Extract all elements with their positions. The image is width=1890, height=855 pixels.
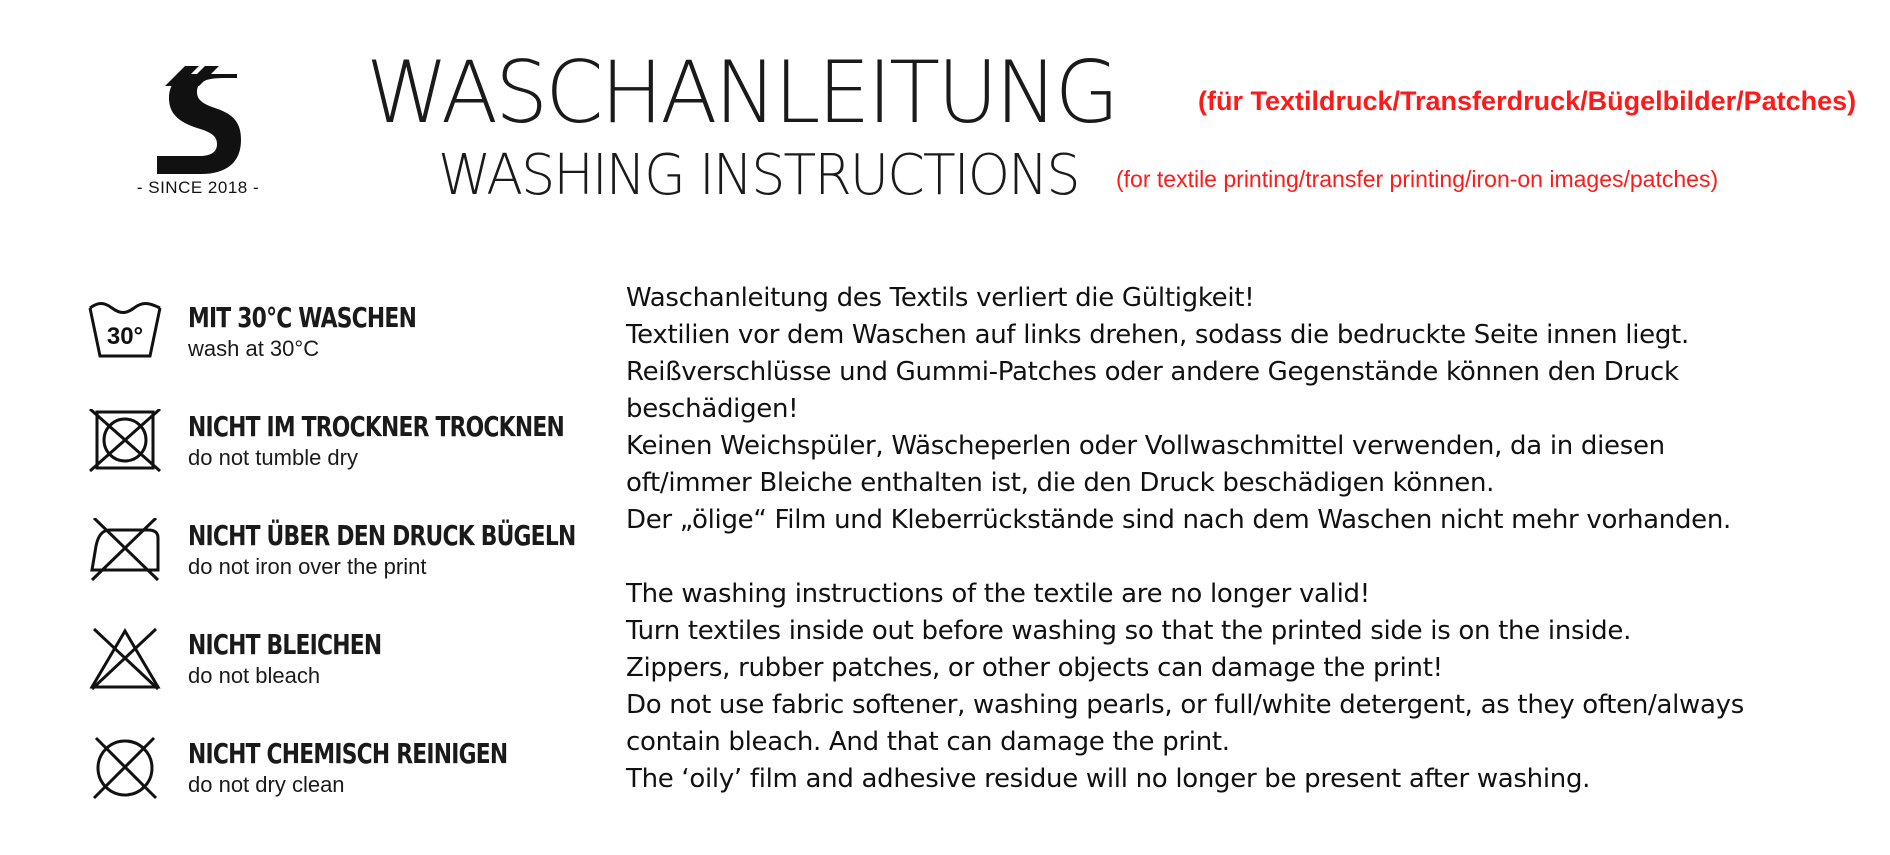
instructions-de-line: Der „ölige“ Film und Kleberrückstände sind nach dem Waschen nicht mehr vorhanden. bbox=[626, 505, 1732, 535]
instructions-en-line: The ‘oily’ film and adhesive residue will no longer be present after washing. bbox=[626, 764, 1591, 794]
brand-logo bbox=[118, 64, 278, 198]
care-label-de: NICHT BLEICHEN bbox=[188, 628, 382, 661]
care-label-de: NICHT IM TROCKNER TROCKNEN bbox=[188, 410, 564, 443]
instructions-en-line: Do not use fabric softener, washing pearls, or full/white detergent, as they often/always bbox=[626, 690, 1744, 720]
title-english: WASHING INSTRUCTIONS bbox=[438, 143, 1079, 208]
care-label-de: MIT 30°C WASCHEN bbox=[188, 301, 417, 334]
paragraph-gap bbox=[626, 539, 1766, 576]
instructions-de-line: beschädigen! bbox=[626, 394, 799, 424]
wash-30-icon bbox=[88, 300, 162, 364]
instructions-de-line: Reißverschlüsse und Gummi-Patches oder andere Gegenstände können den Druck bbox=[626, 357, 1679, 387]
instructions-body bbox=[626, 280, 1766, 798]
s-logo-icon bbox=[155, 64, 241, 174]
care-label-en: wash at 30°C bbox=[188, 336, 320, 361]
care-label-en: do not tumble dry bbox=[188, 445, 358, 470]
care-item-wash-30 bbox=[88, 300, 608, 409]
instructions-en-line: Turn textiles inside out before washing so that the printed side is on the inside. bbox=[626, 616, 1632, 646]
care-item-no-iron bbox=[88, 518, 608, 627]
instructions-de-line: Keinen Weichspüler, Wäscheperlen oder Vollwaschmittel verwenden, da in diesen bbox=[626, 431, 1665, 461]
care-item-no-tumble-dry bbox=[88, 409, 608, 518]
care-label-de: NICHT ÜBER DEN DRUCK BÜGELN bbox=[188, 519, 576, 552]
care-label-en: do not iron over the print bbox=[188, 554, 427, 579]
instructions-de-line: oft/immer Bleiche enthalten ist, die den Druck beschädigen können. bbox=[626, 468, 1495, 498]
title-german: WASCHANLEITUNG bbox=[366, 43, 1117, 143]
care-symbols-list bbox=[88, 300, 608, 845]
care-item-no-bleach bbox=[88, 627, 608, 736]
wash-temperature: 30° bbox=[106, 323, 144, 350]
no-tumble-dry-icon bbox=[88, 409, 162, 473]
care-label-de: NICHT CHEMISCH REINIGEN bbox=[188, 737, 508, 770]
since-label: - SINCE 2018 - bbox=[136, 178, 260, 197]
instructions-en-line: contain bleach. And that can damage the print. bbox=[626, 727, 1230, 757]
care-item-no-dry-clean bbox=[88, 736, 608, 845]
subtitle-german: (für Textildruck/Transferdruck/Bügelbilder/Patches) bbox=[1198, 86, 1857, 116]
instructions-en-heading: The washing instructions of the textile are no longer valid! bbox=[626, 579, 1370, 609]
instructions-de-line: Textilien vor dem Waschen auf links drehen, sodass die bedruckte Seite innen liegt. bbox=[626, 320, 1689, 350]
no-dry-clean-icon bbox=[88, 736, 162, 800]
subtitle-english: (for textile printing/transfer printing/iron-on images/patches) bbox=[1116, 166, 1719, 192]
no-bleach-icon bbox=[88, 627, 162, 691]
care-label-en: do not dry clean bbox=[188, 772, 345, 797]
instructions-en-line: Zippers, rubber patches, or other objects can damage the print! bbox=[626, 653, 1443, 683]
care-label-en: do not bleach bbox=[188, 663, 321, 688]
no-iron-icon bbox=[88, 518, 162, 582]
instructions-de-heading: Waschanleitung des Textils verliert die Gültigkeit! bbox=[626, 283, 1255, 313]
